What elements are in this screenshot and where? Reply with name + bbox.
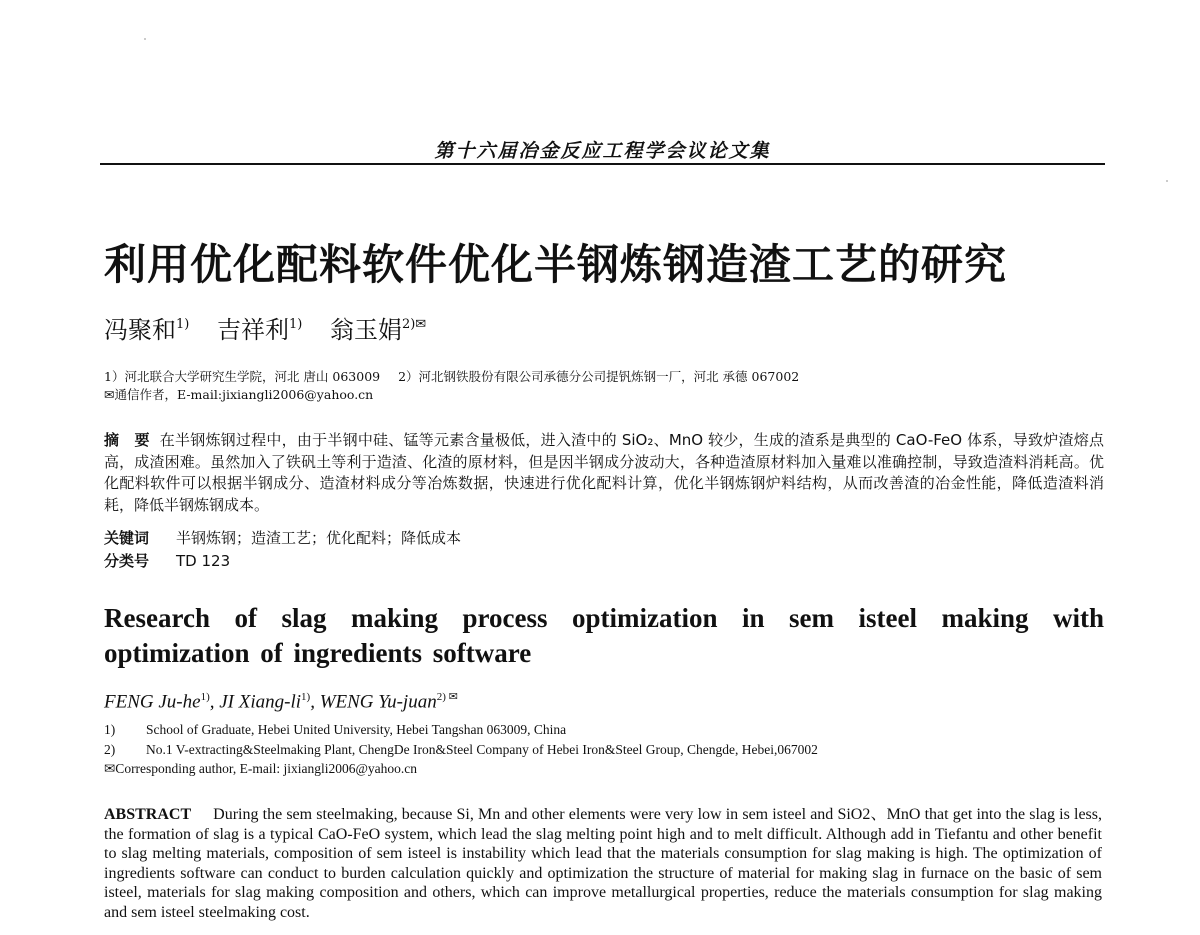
classification-label: 分类号 (104, 552, 150, 570)
chinese-abstract (104, 430, 1104, 516)
scan-speck (1166, 180, 1168, 182)
author-affiliation-mark: 1) (176, 317, 190, 332)
author-affiliation-mark: 2) ✉ (436, 691, 458, 703)
english-affiliations (104, 720, 818, 779)
english-authors: FENG $Ju-he^{1)}$, JI Xiang-$li^{1)}$, WENG Yu-juan$^{2) ✉}$ (104, 691, 458, 713)
author-name: JI Xiang-li (219, 691, 302, 713)
keywords-line (104, 527, 461, 549)
keywords-label: 关键词 (104, 529, 150, 547)
author-affiliation-mark: 2)✉ (401, 317, 427, 332)
abstract-text: During the sem steelmaking, because Si, Mn and other elements were very low in sem isteel and SiO2、MnO that get into the slag is less, the formation of slag is a typical CaO-FeO system, which lead the slag melting point high and to melt difficult. Although add in Tiefantu and other benefit to slag melting materials, composition of sem isteel is instability which lead that the materials consumption for slag making is high. The optimization of ingredients software can conduct to burden calculation quickly and optimization the structure of material for making slag in furnace on the basic of sem isteel, materials for slag making composition and others, which can improve metallurgical properties, reduce the materials consumption for slag making and sem isteel steelmaking cost. (104, 806, 1102, 921)
affiliation-1: School of Graduate, Hebei United University, Hebei Tangshan 063009, China (146, 722, 567, 737)
english-abstract (104, 805, 1102, 923)
affiliation-number: 1) (104, 722, 116, 737)
classification-line (104, 550, 230, 572)
author-affiliation-mark: 1) (301, 691, 311, 703)
affiliation-2: 2）河北钢铁股份有限公司承德分公司提钒炼钢一厂，河北 承德 067002 (398, 369, 800, 384)
author-name: FENG Ju-he (104, 691, 201, 713)
scan-speck (144, 38, 146, 40)
affiliation-1: 1）河北联合大学研究生学院，河北 唐山 063009 (104, 369, 381, 384)
author-name: WENG Yu-juan (319, 691, 437, 713)
correspondence-note: ✉Corresponding author, E-mail: jixiangli2006@yahoo.cn (104, 761, 418, 776)
abstract-text: 在半钢炼钢过程中，由于半钢中硅、锰等元素含量极低，进入渣中的 SiO₂、MnO 较少，生成的渣系是典型的 CaO-FeO 体系，导致炉渣熔点高，成渣困难。虽然加入了铁矾土等利于造渣、化渣的原材料，但是因半钢成分波动大，各种造渣原材料加入量难以准确控制，导致造渣料消耗高。优化配料软件可以根据半钢成分、造渣材料成分等冶炼数据，快速进行优化配料计算，优化半钢炼钢炉料结构，从而改善渣的冶金性能，降低造渣料消耗，降低半钢炼钢成本。 (104, 431, 1104, 514)
chinese-title: 利用优化配料软件优化半钢炼钢造渣工艺的研究 (104, 240, 1008, 289)
abstract-label: 摘 要 (104, 431, 150, 449)
author-name: 翁玉娟 (329, 316, 402, 344)
affiliation-number: 2) (104, 741, 116, 757)
classification-number: TD 123 (176, 552, 231, 570)
journal-header: 第十六届冶金反应工程学会议论文集 (434, 140, 771, 162)
affiliation-2: No.1 V-extracting&Steelmaking Plant, ChengDe Iron&Steel Company of Hebei Iron&Steel Group, Chengde, Hebei,067002 (146, 741, 818, 757)
author-name: 吉祥利 (216, 316, 289, 344)
chinese-authors (104, 310, 426, 345)
author-name: 冯聚和 (104, 316, 176, 344)
correspondence-note: ✉通信作者，E-mail:jixiangli2006@yahoo.cn (104, 387, 374, 402)
author-affiliation-mark: 1) (200, 691, 210, 703)
abstract-label: ABSTRACT (104, 806, 192, 823)
chinese-affiliations (104, 368, 799, 404)
english-title: Research of slag making process optimization in sem isteel making with optimization of ingredients software (104, 603, 1104, 668)
keywords-text: 半钢炼钢；造渣工艺；优化配料；降低成本 (176, 529, 462, 547)
header-rule (100, 163, 1105, 165)
author-affiliation-mark: 1) (288, 317, 303, 332)
